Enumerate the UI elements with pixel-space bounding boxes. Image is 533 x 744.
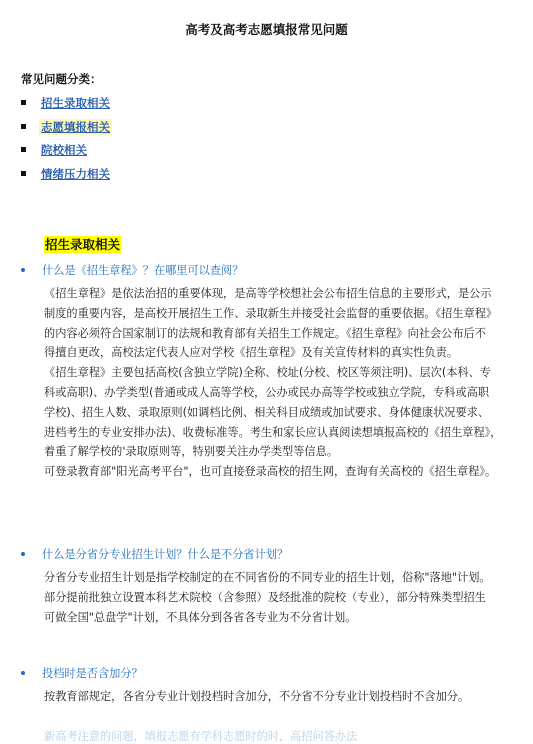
answer-line: 《招生章程》主要包括高校(含独立学院)全称、校址(分校、校区等须注明)、层次(本科、专 [44, 366, 491, 380]
category-link-stress[interactable]: 情绪压力相关 [41, 166, 110, 181]
answer-line: 的内容必须符合国家制订的法规和教育部有关招生工作规定。《招生章程》向社会公布后不 [44, 326, 486, 340]
category-list [21, 92, 112, 186]
category-link-universities[interactable]: 院校相关 [41, 143, 87, 157]
faq-item [21, 664, 513, 707]
dot-bullet-icon [21, 552, 25, 556]
page-title: 高考及高考志愿填报常见问题 [185, 22, 348, 37]
category-item-application [21, 116, 112, 140]
dot-bullet-icon [21, 268, 25, 272]
answer-line: 着重了解学校的'录取原则等，特别要关注办学类型等信息。 [44, 445, 338, 459]
category-item-stress [21, 163, 112, 187]
answer-line: 制度的重要内容，是高校开展招生工作、录取新生并接受社会监督的重要依据。《招生章程》 [44, 306, 498, 320]
category-link-admission[interactable]: 招生录取相关 [41, 96, 110, 110]
faq-question-text[interactable]: 什么是《招生章程》？在哪里可以查阅？ [42, 264, 244, 277]
faq-item [21, 261, 513, 482]
faq-question-partial: 新高考注意的问题，填报志愿有学科志愿时的时，高招问答办法 [44, 730, 358, 743]
faq-answer [21, 284, 513, 482]
category-heading: 常见问题分类： [21, 72, 102, 86]
square-bullet-icon [21, 100, 26, 105]
answer-line: 可登录教育部"阳光高考平台"，也可直接登录高校的招生网，查询有关高校的《招生章程》。 [44, 465, 497, 479]
answer-line: 《招生章程》是依法治招的重要体现，是高等学校想社会公布招生信息的主要形式，是公示 [44, 287, 492, 300]
square-bullet-icon [21, 171, 26, 176]
category-link-application[interactable]: 志愿填报相关 [41, 119, 110, 134]
section-heading-admission: 招生录取相关 [45, 237, 121, 252]
answer-line: 分省分专业招生计划是指学校制定的在不同省份的不同专业的招生计划，俗称"落地"计划。 [44, 571, 491, 584]
faq-item [21, 545, 513, 627]
square-bullet-icon [21, 124, 26, 129]
faq-question-text[interactable]: 什么是分省分专业招生计划？什么是不分省计划？ [42, 548, 289, 561]
answer-line: 进档考生的专业安排办法)、收费标准等。考生和家长应认真阅读想填报高校的《招生章程》， [44, 425, 502, 439]
faq-answer [21, 568, 513, 627]
category-item-universities [21, 139, 112, 163]
square-bullet-icon [21, 147, 26, 152]
answer-line: 学校)、招生人数、录取原则(如调档比例、相关科目成绩或加试要求、身体健康状况要求、 [44, 405, 490, 419]
faq-answer [21, 687, 513, 707]
answer-line: 可做全国"总盘学"计划，不具体分到各省各专业为不分省计划。 [44, 610, 357, 624]
answer-line: 得擅自更改，高校法定代表人应对学校《招生章程》及有关宣传材料的真实性负责。 [44, 346, 458, 360]
faq-question-text[interactable]: 投档时是否含加分？ [42, 667, 143, 680]
dot-bullet-icon [21, 671, 25, 675]
faq-question[interactable] [21, 545, 513, 565]
answer-line: 部分提前批独立设置本科艺术院校（含参照）及经批准的院校（专业），部分特殊类型招生 [44, 590, 486, 604]
category-item-admission [21, 92, 112, 116]
answer-line: 按教育部规定，各省分专业计划投档时含加分，不分省不分专业计划投档时不含加分。 [44, 690, 470, 703]
faq-question[interactable] [21, 261, 513, 281]
faq-question[interactable] [21, 664, 513, 684]
answer-line: 科或高职)、办学类型(普通或成人高等学校，公办或民办高等学校或独立学院，专科或高职 [44, 385, 490, 399]
